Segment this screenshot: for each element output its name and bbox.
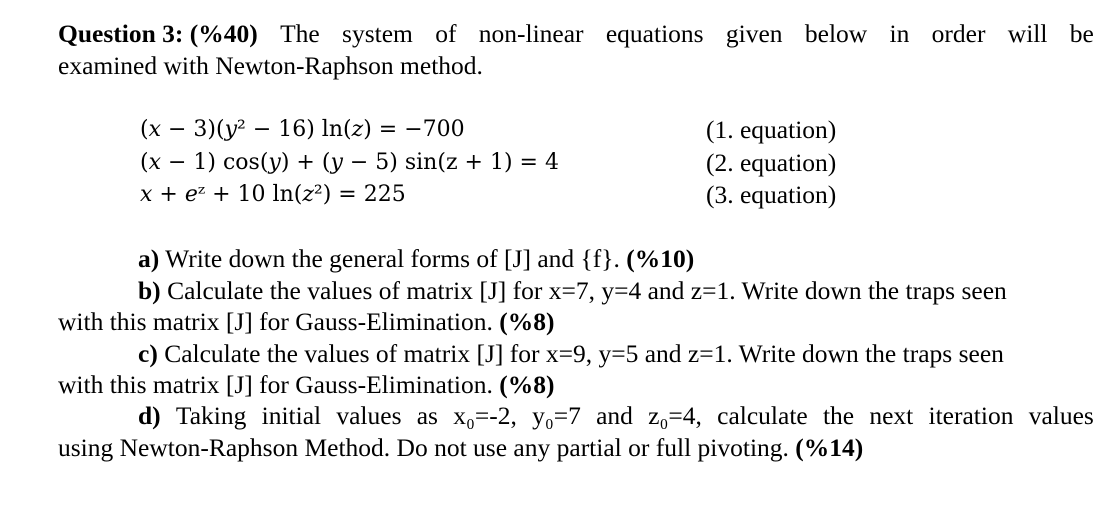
part-d-line-2 [58, 432, 1094, 463]
part-b-line-2 [58, 306, 1094, 337]
part-d-word: initial [261, 401, 322, 430]
part-b-text-1: Calculate the values of matrix [J] for x=7, y=4 and z=1. Write down the traps seen [167, 276, 1007, 305]
equation-2-label: (2. equation) [706, 148, 837, 177]
part-d-label: d) [138, 401, 161, 430]
part-d-line-1 [138, 400, 1094, 431]
part-b-line-1 [138, 275, 1094, 306]
intro-word: non-linear [478, 19, 584, 48]
part-d-word: Taking [175, 401, 247, 430]
part-d-points: (%14) [795, 433, 864, 462]
intro-word: given [725, 19, 783, 48]
part-c-line-1 [138, 338, 1094, 369]
equation-1-label: (1. equation) [706, 115, 837, 144]
part-d-word: the [822, 401, 855, 430]
part-a-text: Write down the general forms of [J] and {f}. [165, 244, 620, 273]
intro-word: be [1069, 19, 1094, 48]
part-d-word: next [869, 401, 914, 430]
equation-2: (𝑥 − 1) cos(𝑦) + (𝑦 − 5) sin(z + 1) = 4 [140, 150, 559, 175]
part-a-label: a) [138, 244, 160, 273]
part-d-word: calculate [717, 401, 808, 430]
intro-word: of [435, 19, 457, 48]
part-d-word: iteration [928, 401, 1014, 430]
intro-word: will [1007, 19, 1048, 48]
intro-word: equations [605, 19, 704, 48]
part-d-word: x₀=-2, [453, 401, 517, 430]
part-b-points: (%8) [499, 307, 555, 336]
part-c-label: c) [138, 339, 158, 368]
part-c-points: (%8) [499, 370, 555, 399]
part-a [138, 243, 1094, 274]
part-d-word: as [416, 401, 438, 430]
intro-word: system [342, 19, 413, 48]
intro-word: below [804, 19, 868, 48]
part-a-points: (%10) [626, 244, 695, 273]
part-d-text-2: using Newton-Raphson Method. Do not use any partial or full pivoting. [58, 433, 789, 462]
question-intro-line-1 [58, 18, 1094, 49]
equation-3: 𝑥 + 𝑒ᶻ + 10 ln(𝑧²) = 225 [140, 182, 406, 207]
intro-word: The [280, 19, 320, 48]
part-c-text-2: with this matrix [J] for Gauss-Elimination. [58, 370, 493, 399]
part-d-word: and [596, 401, 633, 430]
part-d-word: y₀=7 [532, 401, 581, 430]
intro-word: order [931, 19, 986, 48]
equation-3-label: (3. equation) [706, 180, 837, 209]
part-d-word: values [336, 401, 402, 430]
question-intro-line-2: examined with Newton-Raphson method. [58, 51, 483, 80]
part-d-word: z₀=4, [648, 401, 702, 430]
part-b-text-2: with this matrix [J] for Gauss-Elimination. [58, 307, 493, 336]
intro-word: in [889, 19, 910, 48]
part-c-text-1: Calculate the values of matrix [J] for x=9, y=5 and z=1. Write down the traps seen [164, 339, 1004, 368]
part-d-word: values [1028, 401, 1094, 430]
equation-1: (𝑥 − 3)(𝑦² − 16) ln(𝑧) = −700 [140, 117, 465, 142]
part-c-line-2 [58, 369, 1094, 400]
question-heading: Question 3: (%40) [58, 19, 258, 48]
part-b-label: b) [138, 276, 161, 305]
